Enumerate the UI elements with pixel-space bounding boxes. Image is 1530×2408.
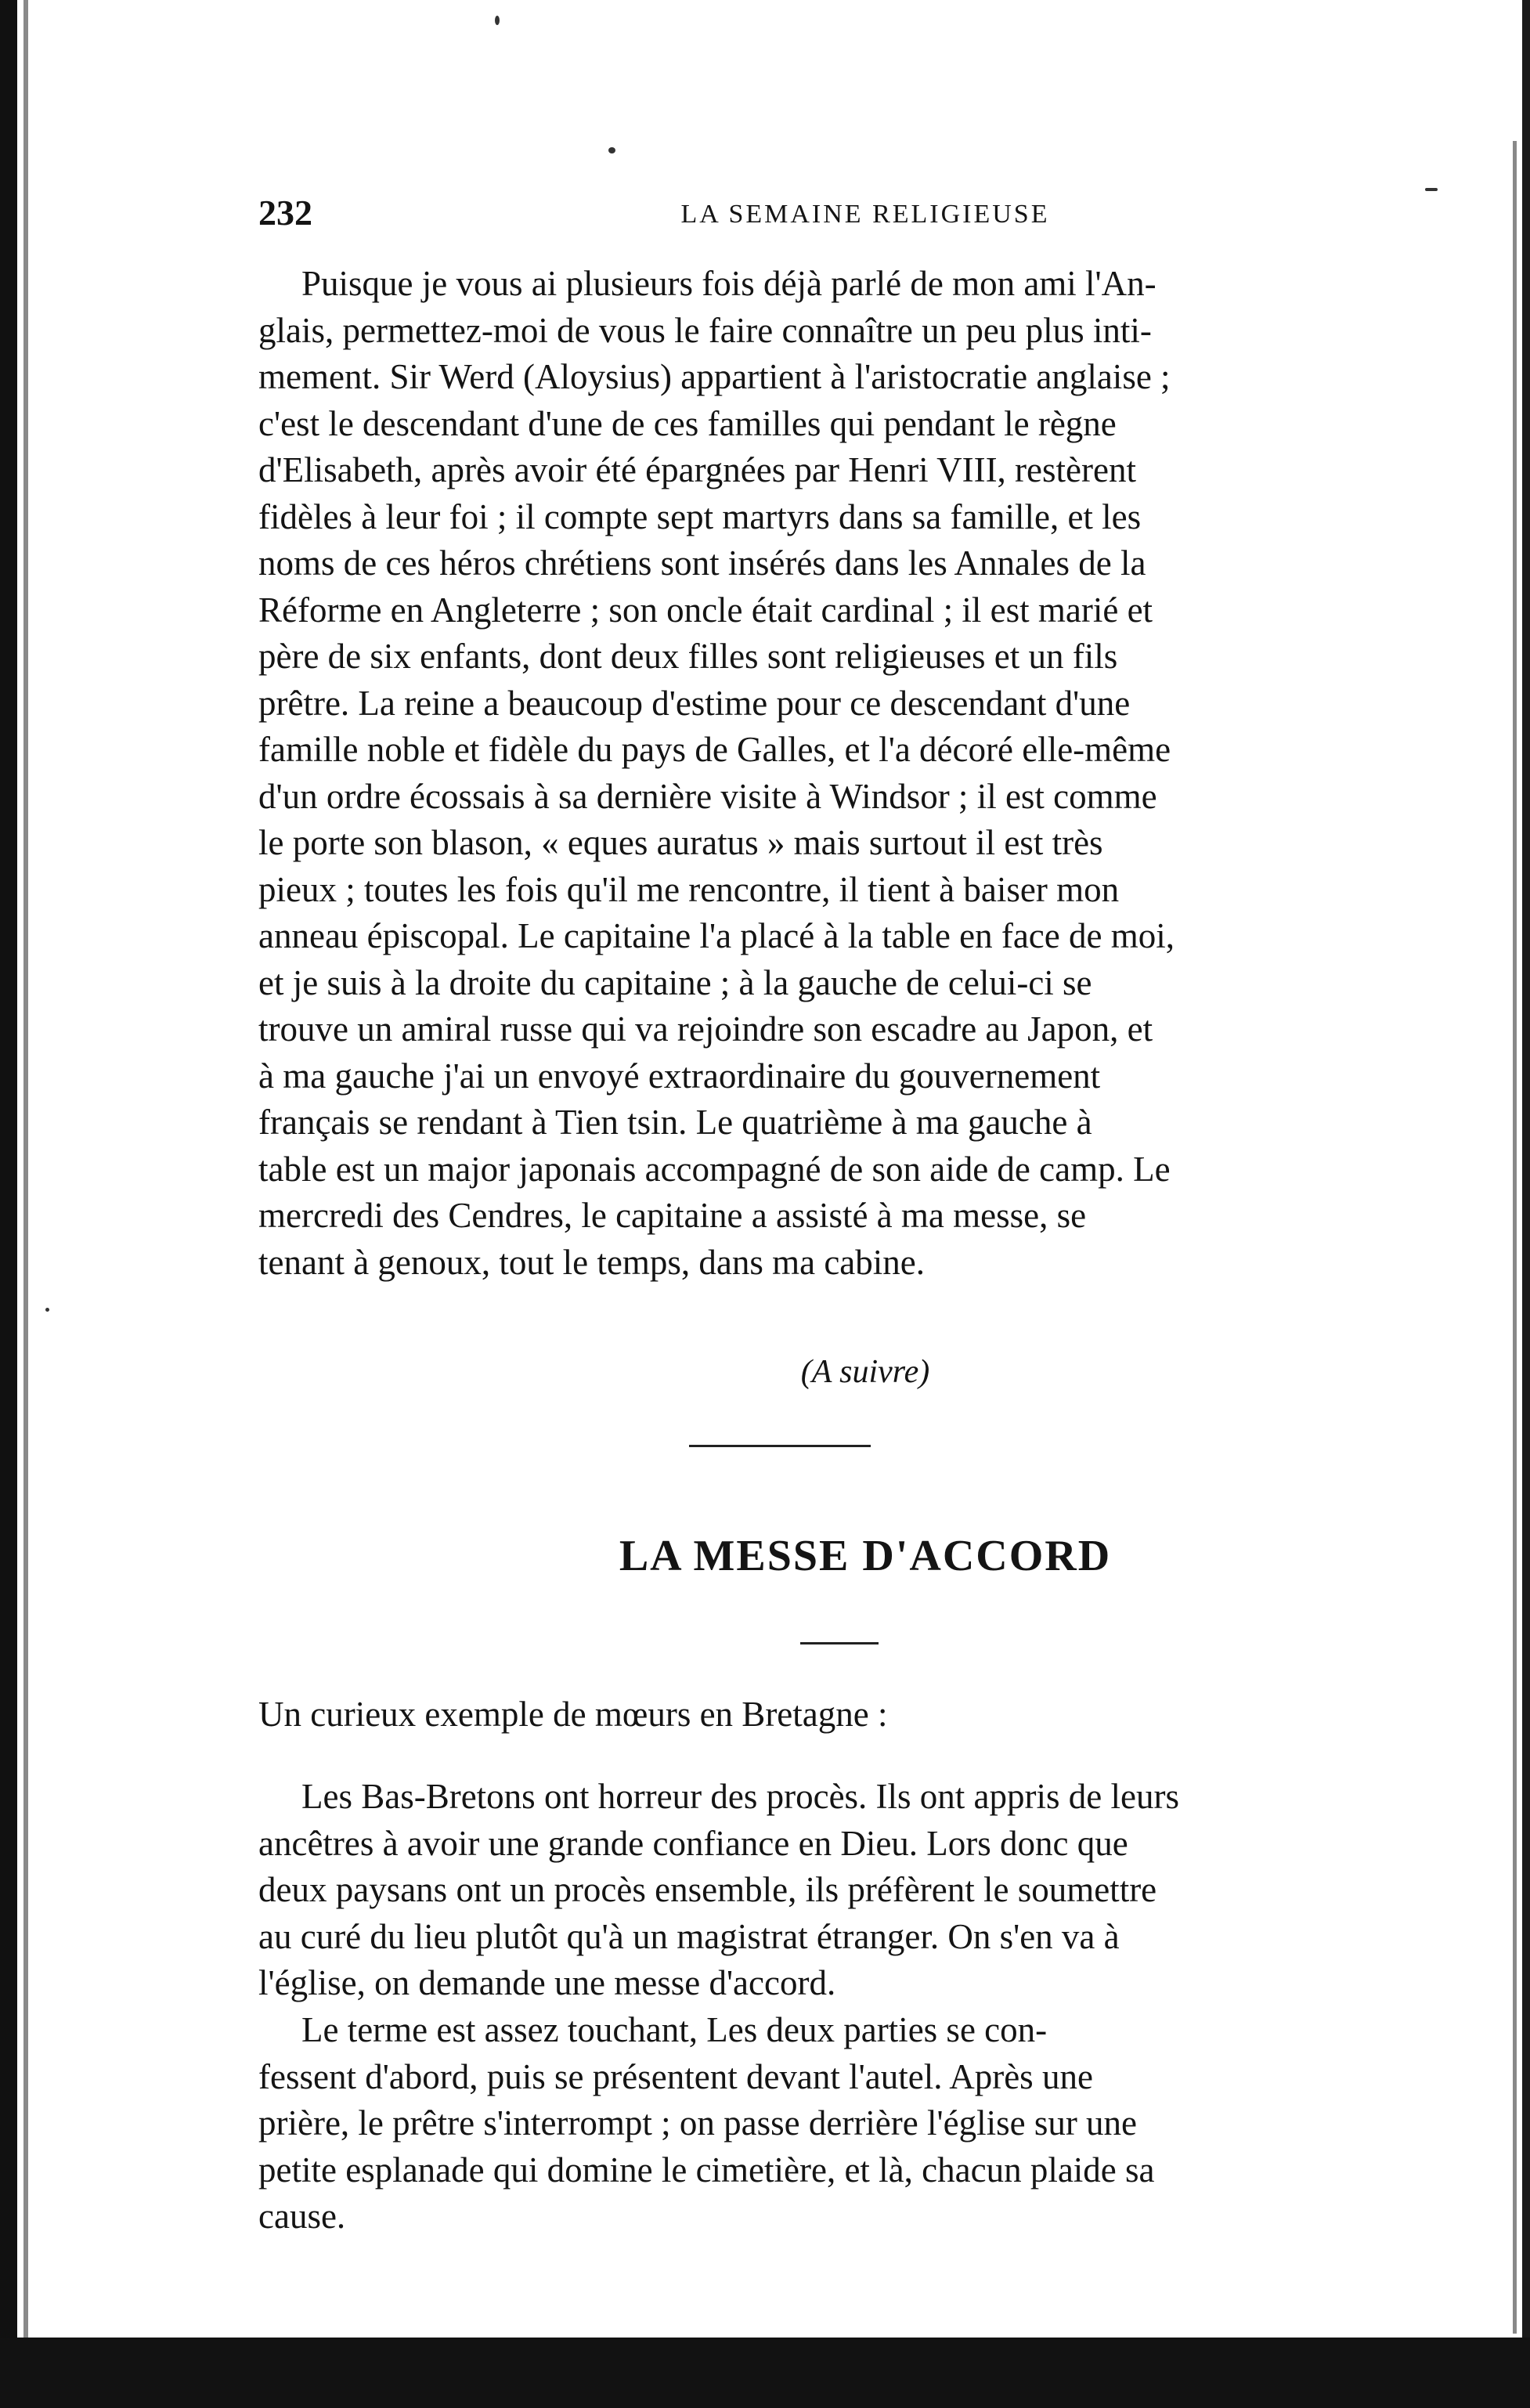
text-line: mercredi des Cendres, le capitaine a assisté à ma messe, se [258, 1196, 1087, 1235]
text-line: d'un ordre écossais à sa dernière visite à Windsor ; il est comme [258, 776, 1157, 816]
text-line: Réforme en Angleterre ; son oncle était cardinal ; il est marié et [258, 590, 1153, 630]
section-divider-rule [689, 1445, 871, 1447]
scan-speck [608, 147, 615, 153]
scan-speck [495, 16, 500, 25]
text-line: Les Bas-Bretons ont horreur des procès. Ils ont appris de leurs [301, 1777, 1179, 1816]
scan-left-edge-shadow [23, 0, 28, 2408]
text-line: cause. [258, 2197, 346, 2236]
text-line: trouve un amiral russe qui va rejoindre son escadre au Japon, et [258, 1009, 1153, 1049]
text-line: prière, le prêtre s'interrompt ; on passe derrière l'église sur une [258, 2103, 1138, 2143]
text-line: table est un major japonais accompagné de son aide de camp. Le [258, 1149, 1171, 1189]
section-title: LA MESSE D'ACCORD [619, 1532, 1112, 1580]
article-2-intro: Un curieux exemple de mœurs en Bretagne : [258, 1695, 888, 1734]
text-line: deux paysans ont un procès ensemble, ils préfèrent le soumettre [258, 1870, 1157, 1909]
text-line: mement. Sir Werd (Aloysius) appartient à l'aristocratie anglaise ; [258, 357, 1171, 396]
title-underline-rule [800, 1642, 879, 1644]
text-line: d'Elisabeth, après avoir été épargnées par Henri VIII, restèrent [258, 450, 1136, 489]
page-number: 232 [258, 193, 312, 233]
page-header [258, 192, 1472, 247]
text-line: le porte son blason, « eques auratus » mais surtout il est très [258, 823, 1103, 862]
text-line: Puisque je vous ai plusieurs fois déjà parlé de mon ami l'An- [301, 264, 1157, 303]
to-be-continued: (A suivre) [800, 1354, 930, 1390]
scan-left-edge [0, 0, 17, 2408]
text-line: ancêtres à avoir une grande confiance en Dieu. Lors donc que [258, 1823, 1128, 1863]
running-head: LA SEMAINE RELIGIEUSE [680, 200, 1050, 229]
text-line: glais, permettez-moi de vous le faire connaître un peu plus inti- [258, 310, 1152, 350]
text-line: l'église, on demande une messe d'accord. [258, 1963, 836, 2002]
text-line: noms de ces héros chrétiens sont insérés dans les Annales de la [258, 543, 1146, 583]
text-line: tenant à genoux, tout le temps, dans ma cabine. [258, 1242, 926, 1282]
text-line: pieux ; toutes les fois qu'il me rencontre, il tient à baiser mon [258, 869, 1120, 909]
text-line: prêtre. La reine a beaucoup d'estime pour ce descendant d'une [258, 683, 1131, 723]
text-line: au curé du lieu plutôt qu'à un magistrat étranger. On s'en va à [258, 1916, 1120, 1956]
text-line: c'est le descendant d'une de ces familles qui pendant le règne [258, 403, 1117, 443]
text-line: anneau épiscopal. Le capitaine l'a placé à la table en face de moi, [258, 916, 1175, 955]
scan-right-edge [1522, 0, 1530, 2408]
text-line: famille noble et fidèle du pays de Galles, et l'a décoré elle-même [258, 730, 1171, 769]
text-line: et je suis à la droite du capitaine ; à la gauche de celui-ci se [258, 962, 1092, 1002]
scan-right-edge-shadow [1513, 141, 1517, 2334]
article-1-text [258, 261, 1472, 1286]
scan-bottom-edge [0, 2338, 1530, 2408]
text-line: fidèles à leur foi ; il compte sept martyrs dans sa famille, et les [258, 496, 1142, 536]
text-line: père de six enfants, dont deux filles sont religieuses et un fils [258, 637, 1118, 676]
text-line: petite esplanade qui domine le cimetière, et là, chacun plaide sa [258, 2150, 1155, 2190]
text-line: à ma gauche j'ai un envoyé extraordinaire du gouvernement [258, 1056, 1101, 1096]
scan-speck [45, 1308, 49, 1312]
scan-speck [1425, 188, 1438, 191]
article-2-paragraph-2 [258, 2007, 1472, 2240]
text-line: fessent d'abord, puis se présentent devant l'autel. Après une [258, 2056, 1093, 2096]
article-2-paragraph-1 [258, 1774, 1472, 2007]
text-line: français se rendant à Tien tsin. Le quatrième à ma gauche à [258, 1103, 1092, 1142]
text-line: Le terme est assez touchant, Les deux parties se con- [301, 2010, 1048, 2049]
